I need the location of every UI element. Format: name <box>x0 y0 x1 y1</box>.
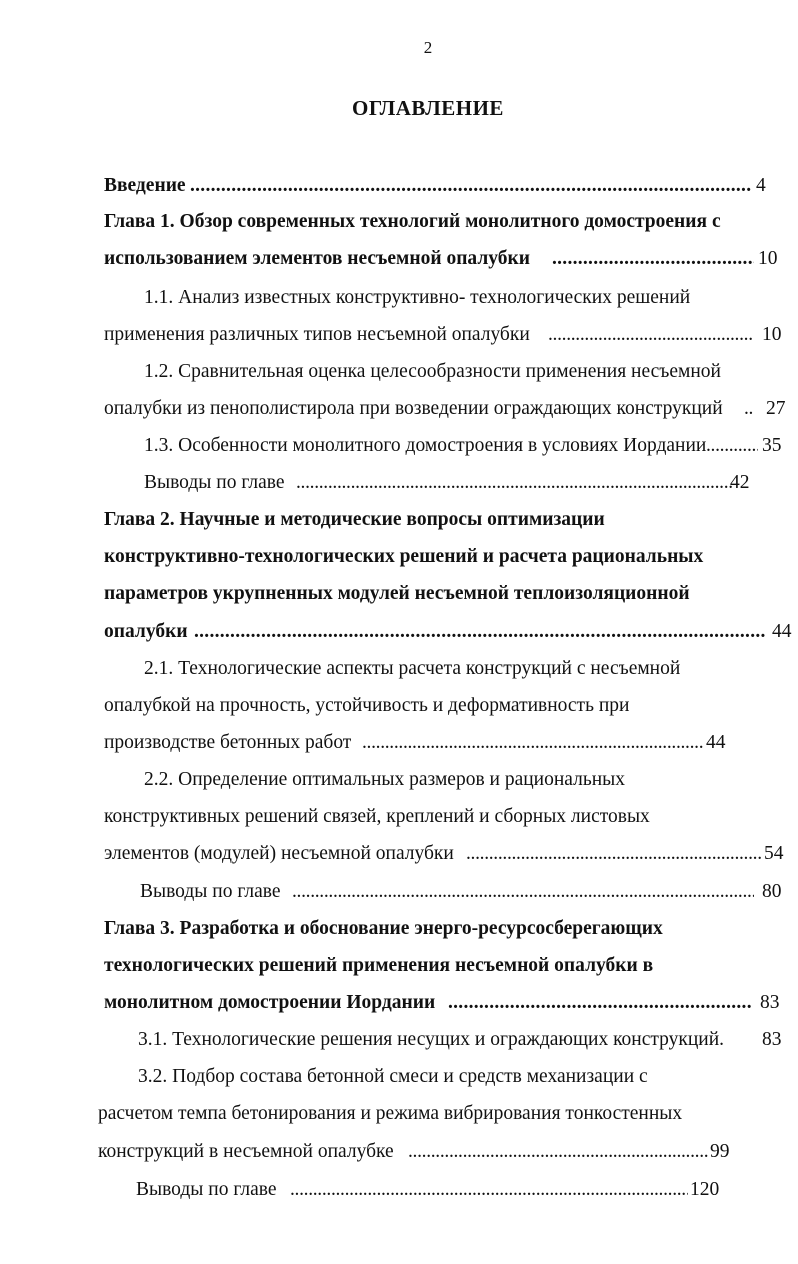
toc-ch2-page: 44 <box>772 621 792 642</box>
toc-ch1-line1: Глава 1. Обзор современных технологий монолитного домостроения с <box>104 211 721 232</box>
toc-c2-page: 80 <box>762 881 782 902</box>
toc-s11-line1: 1.1. Анализ известных конструктивно- технологических решений <box>144 287 691 308</box>
toc-s31-text: 3.1. Технологические решения несущих и ограждающих конструкций. <box>138 1029 725 1050</box>
toc-intro-text: Введение <box>104 175 186 196</box>
toc-s13-page: 35 <box>762 435 782 456</box>
toc-s32-line3: конструкций в несъемной опалубке <box>98 1141 394 1162</box>
page-title: ОГЛАВЛЕНИЕ <box>352 96 504 120</box>
toc-c1-leader <box>296 471 732 495</box>
toc-s21-line1: 2.1. Технологические аспекты расчета конструкций с несъемной <box>144 658 681 679</box>
page-number: 2 <box>423 38 433 57</box>
toc-c3-page: 120 <box>690 1179 720 1200</box>
toc-s21-leader <box>362 731 704 755</box>
toc-s11-line2: применения различных типов несъемной опалубки <box>104 324 530 345</box>
toc-intro-leader <box>190 174 752 198</box>
toc-s22-line3: элементов (модулей) несъемной опалубки <box>104 843 454 864</box>
toc-s22-line2: конструктивных решений связей, креплений и сборных листовых <box>104 806 650 827</box>
toc-ch3-line3: монолитном домостроении Иордании <box>104 992 436 1013</box>
toc-ch3-line1: Глава 3. Разработка и обоснование энерго-ресурсосберегающих <box>104 918 663 939</box>
toc-ch3-leader <box>448 991 752 1015</box>
toc-s21-line3: производстве бетонных работ <box>104 732 352 753</box>
toc-ch1-page: 10 <box>758 248 778 269</box>
toc-s12-line1: 1.2. Сравнительная оценка целесообразности применения несъемной <box>144 361 721 382</box>
toc-ch1-leader <box>552 247 754 271</box>
toc-s31-page: 83 <box>762 1029 782 1050</box>
toc-s22-line1: 2.2. Определение оптимальных размеров и рациональных <box>144 769 626 790</box>
toc-s32-page: 99 <box>710 1141 730 1162</box>
toc-s21-line2: опалубкой на прочность, устойчивость и деформативность при <box>104 695 630 716</box>
toc-s32-line2: расчетом темпа бетонирования и режима вибрирования тонкостенных <box>98 1103 683 1124</box>
toc-s13-leader <box>706 434 758 458</box>
toc-c3-text: Выводы по главе <box>136 1179 277 1200</box>
toc-s11-leader <box>548 323 754 347</box>
toc-s12-page: 27 <box>766 398 786 419</box>
toc-ch2-line4: опалубки <box>104 621 188 642</box>
toc-s22-page: 54 <box>764 843 784 864</box>
toc-c1-text: Выводы по главе <box>144 472 285 493</box>
toc-s32-line1: 3.2. Подбор состава бетонной смеси и средств механизации с <box>138 1066 648 1087</box>
toc-s11-page: 10 <box>762 324 782 345</box>
toc-ch1-line2: использованием элементов несъемной опалубки <box>104 248 531 269</box>
toc-s32-leader <box>408 1140 708 1164</box>
toc-ch3-line2: технологических решений применения несъемной опалубки в <box>104 955 654 976</box>
toc-s22-leader <box>466 842 762 866</box>
toc-s12-leader <box>744 397 754 421</box>
toc-s21-page: 44 <box>706 732 726 753</box>
toc-ch2-line3: параметров укрупненных модулей несъемной теплоизоляционной <box>104 583 690 604</box>
toc-ch2-line2: конструктивно-технологических решений и расчета рациональных <box>104 546 704 567</box>
toc-intro-page: 4 <box>756 175 766 196</box>
toc-c1-page: 42 <box>730 472 750 493</box>
toc-ch3-page: 83 <box>760 992 780 1013</box>
toc-c2-leader <box>292 880 754 904</box>
toc-c2-text: Выводы по главе <box>140 881 281 902</box>
toc-ch2-leader <box>194 620 766 644</box>
toc-s13-text: 1.3. Особенности монолитного домостроения в условиях Иордании <box>144 435 707 456</box>
toc-c3-leader <box>290 1178 688 1202</box>
toc-ch2-line1: Глава 2. Научные и методические вопросы оптимизации <box>104 509 605 530</box>
toc-s12-line2: опалубки из пенополистирола при возведении ограждающих конструкций <box>104 398 723 419</box>
